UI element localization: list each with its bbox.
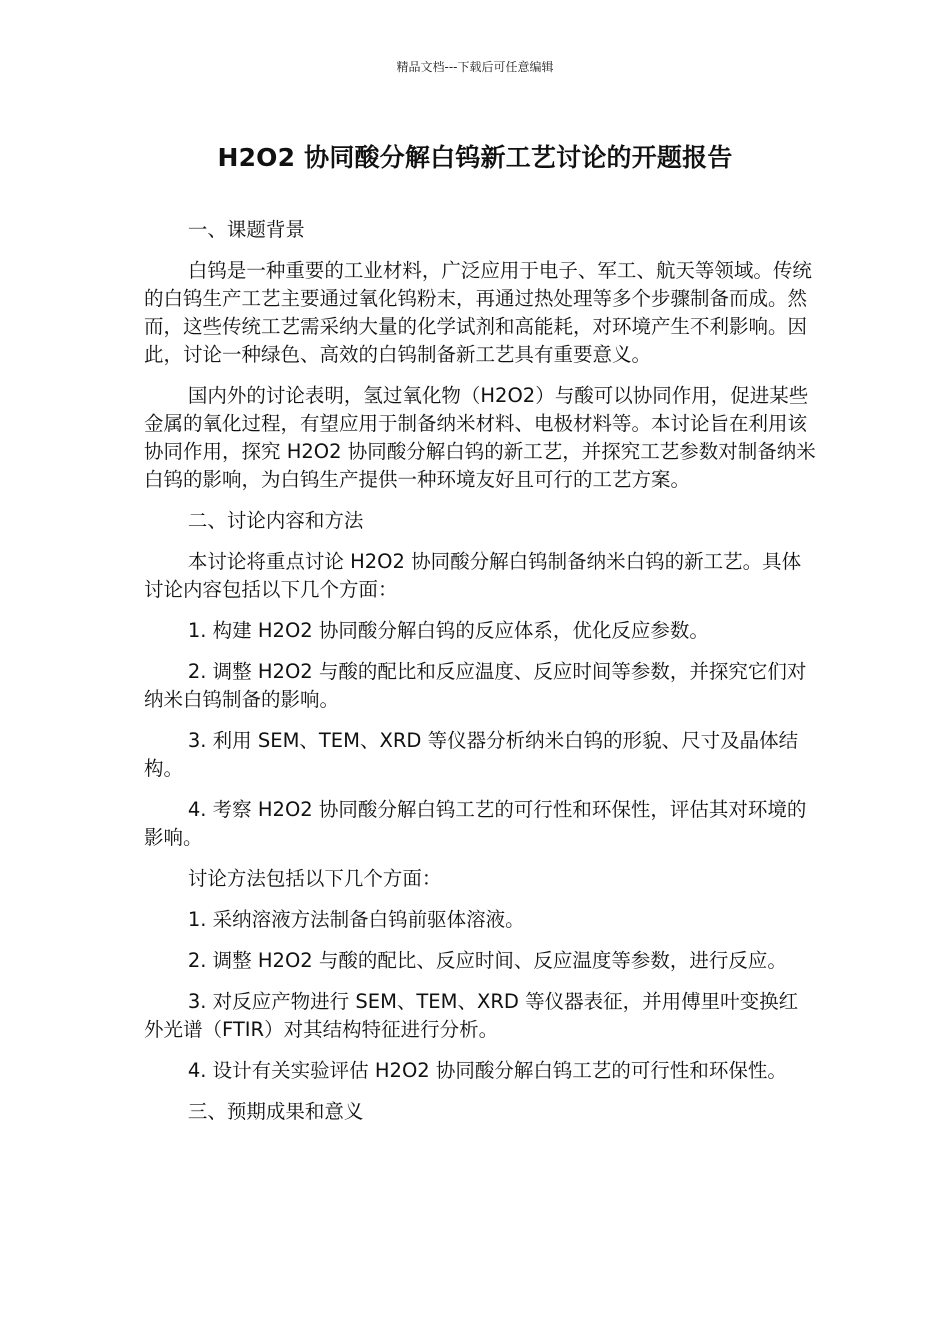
paragraph: 讨论方法包括以下几个方面： — [187, 867, 442, 890]
list-item: 2. 调整 H2O2 与酸的配比和反应温度、反应时间等参数，并探究它们对纳米白钨制备的影响。 — [144, 660, 807, 711]
paragraph: 白钨是一种重要的工业材料，广泛应用于电子、军工、航天等领域。传统的白钨生产工艺主要通过氧化钨粉末，再通过热处理等多个步骤制备而成。然而，这些传统工艺需采纳大量的化学试剂和高能耗，对环境产生不利影响。因此，讨论一种绿色、高效的白钨制备新工艺具有重要意义。 — [144, 259, 812, 366]
paragraph: 本讨论将重点讨论 H2O2 协同酸分解白钨制备纳米白钨的新工艺。具体讨论内容包括以下几个方面： — [144, 550, 802, 601]
section-heading-background: 一、课题背景 — [187, 218, 305, 241]
section-heading-expected-results: 三、预期成果和意义 — [187, 1100, 364, 1123]
document-title: H2O2 协同酸分解白钨新工艺讨论的开题报告 — [217, 143, 733, 172]
section-heading-content-methods: 二、讨论内容和方法 — [187, 509, 364, 532]
paragraph: 国内外的讨论表明，氢过氧化物（H2O2）与酸可以协同作用，促进某些金属的氧化过程，有望应用于制备纳米材料、电极材料等。本讨论旨在利用该协同作用，探究 H2O2 协同酸分解白钨的新工艺，并探究工艺参数对制备纳米白钨的影响，为白钨生产提供一种环境友好且可行的工艺方案。 — [144, 384, 816, 491]
header-note: 精品文档---下载后可任意编辑 — [396, 60, 554, 74]
list-item: 1. 构建 H2O2 协同酸分解白钨的反应体系，优化反应参数。 — [187, 619, 709, 642]
document-body — [144, 216, 816, 1139]
list-item: 3. 对反应产物进行 SEM、TEM、XRD 等仪器表征，并用傅里叶变换红外光谱（FTIR）对其结构特征进行分析。 — [144, 990, 799, 1041]
list-item: 1. 采纳溶液方法制备白钨前驱体溶液。 — [187, 908, 525, 931]
list-item: 4. 考察 H2O2 协同酸分解白钨工艺的可行性和环保性，评估其对环境的影响。 — [144, 798, 807, 849]
list-item: 3. 利用 SEM、TEM、XRD 等仪器分析纳米白钨的形貌、尺寸及晶体结构。 — [144, 729, 799, 780]
list-item: 4. 设计有关实验评估 H2O2 协同酸分解白钨工艺的可行性和环保性。 — [187, 1059, 787, 1082]
list-item: 2. 调整 H2O2 与酸的配比、反应时间、反应温度等参数，进行反应。 — [187, 949, 787, 972]
